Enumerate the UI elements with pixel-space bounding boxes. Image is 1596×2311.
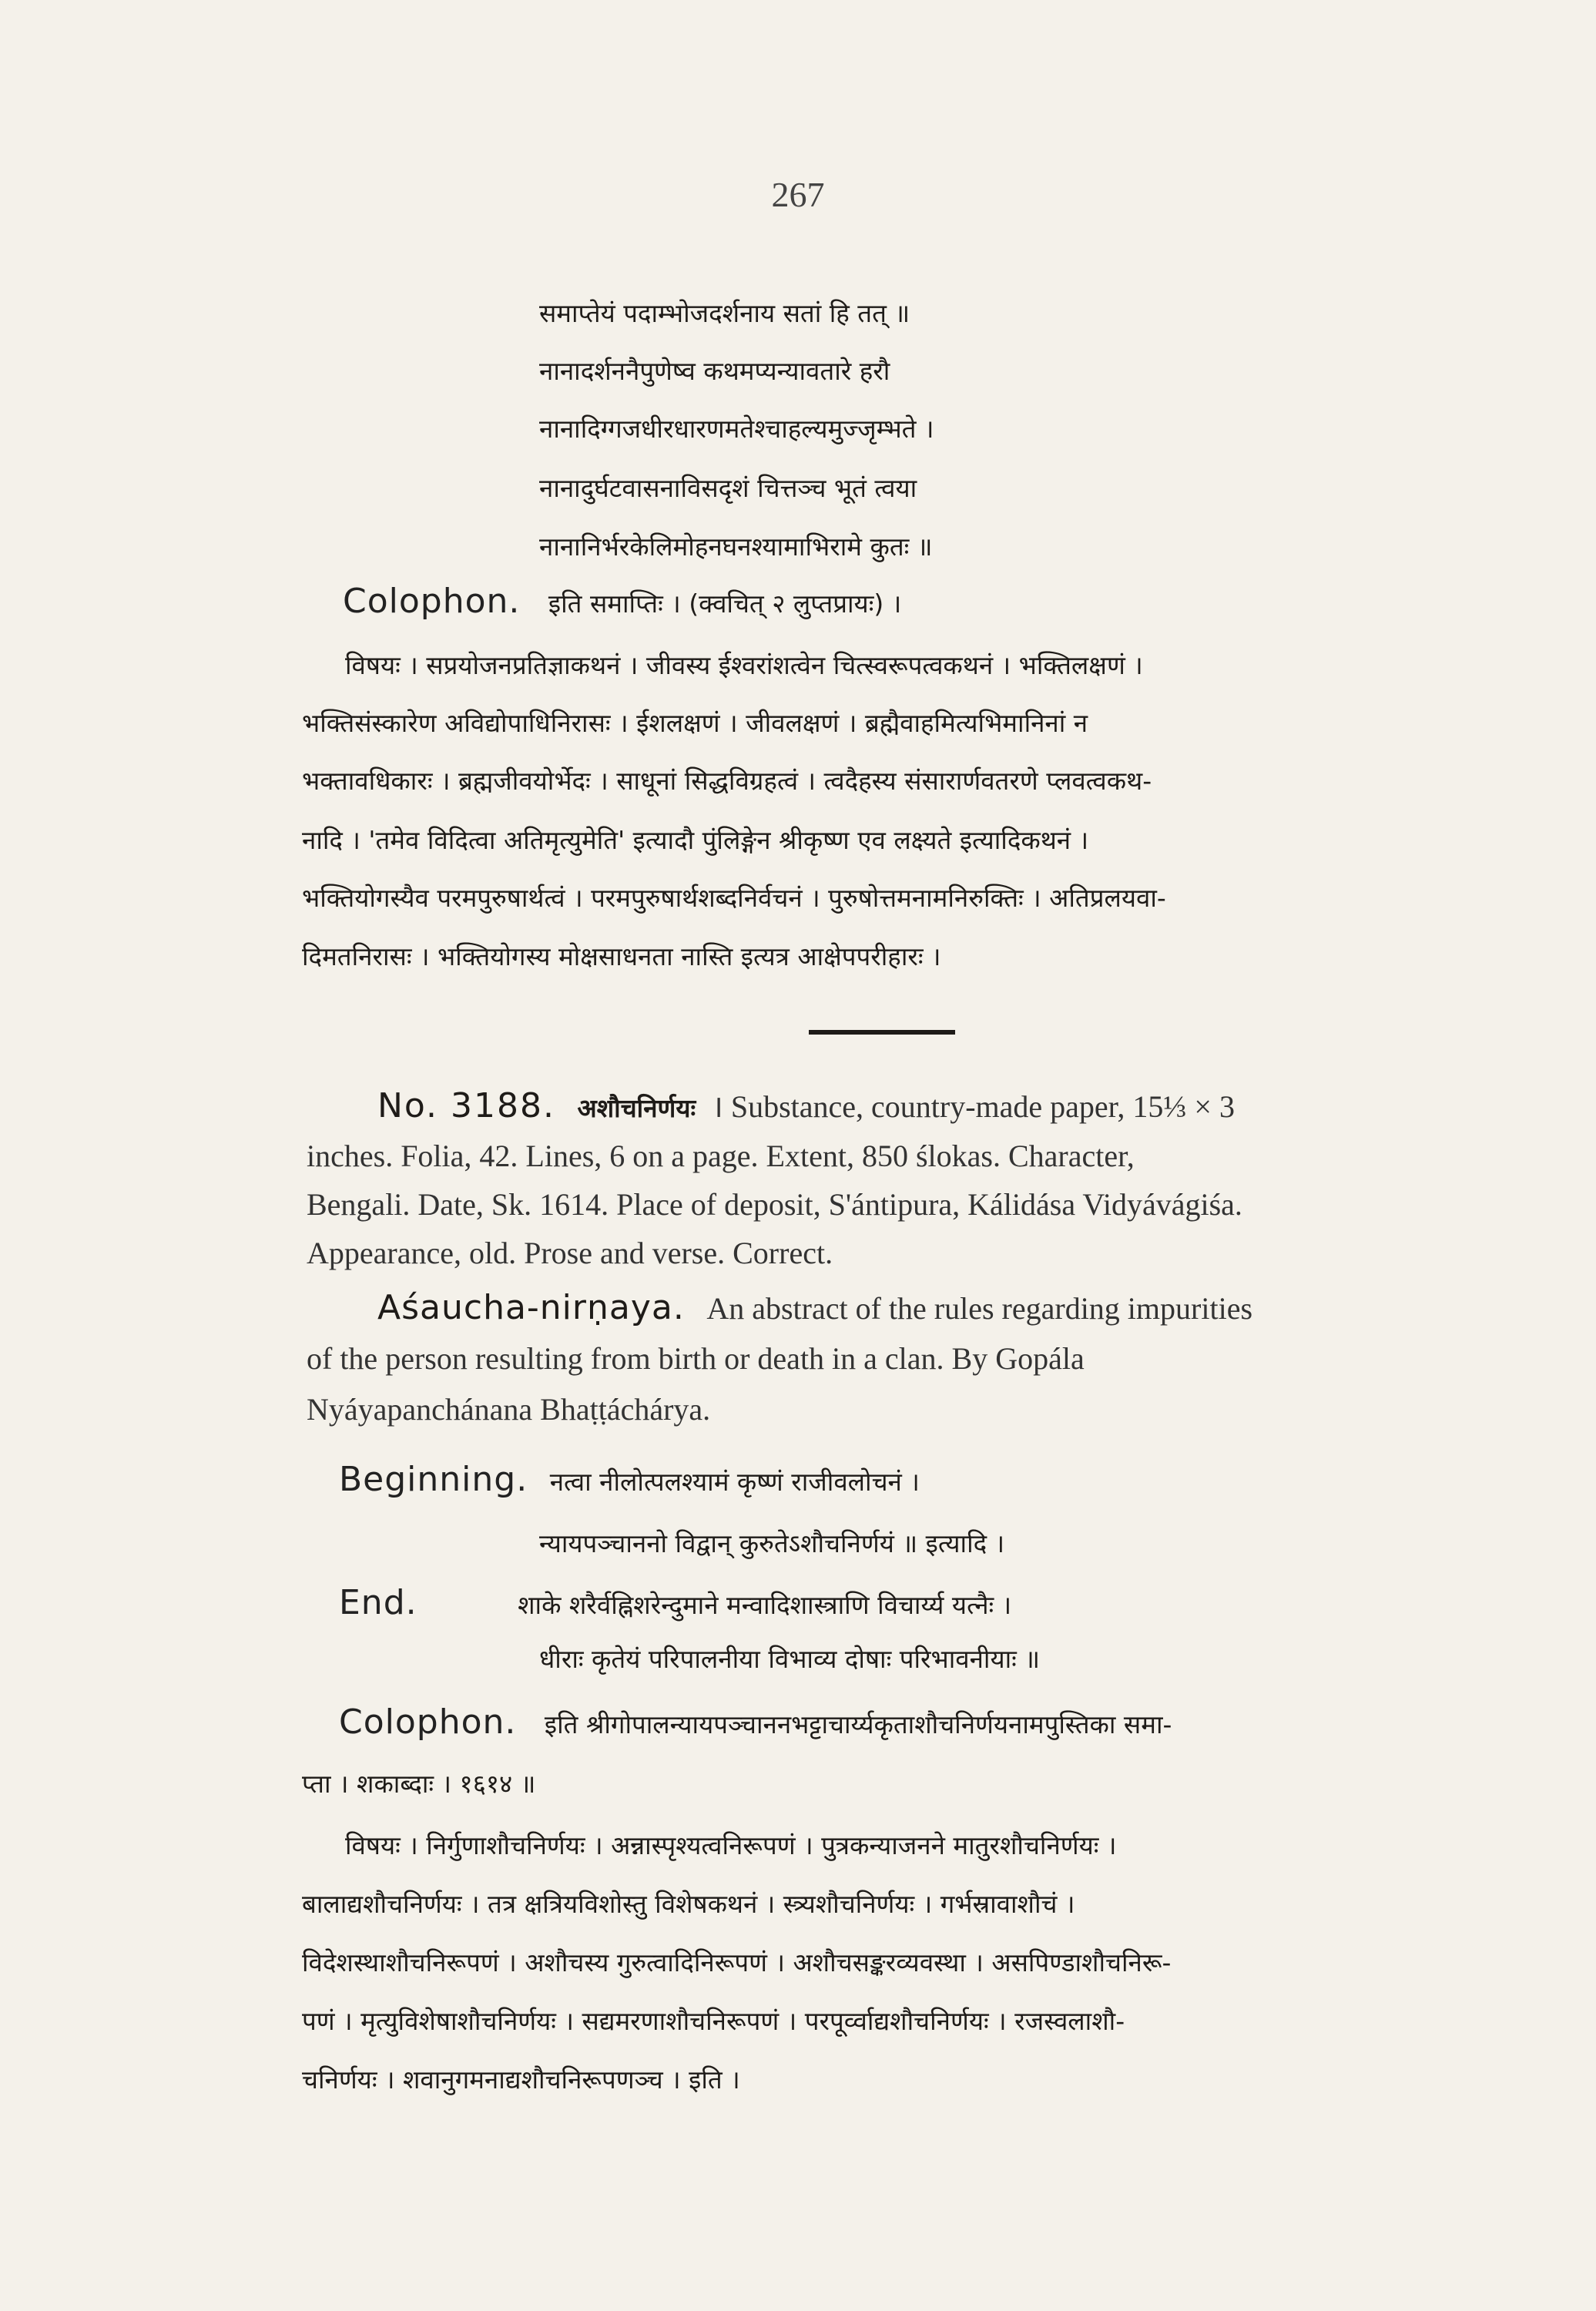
vishaya-line: दिमतनिरासः । भक्तियोगस्य मोक्षसाधनता नास्ति इत्यत्र आक्षेपपरीहारः । [302, 941, 941, 971]
vishaya-line: भक्तावधिकारः । ब्रह्मजीवयोर्भेदः । साधूनां सिद्धविग्रहत्वं । त्वदैहस्य संसारार्णवतरणे प्लवत्वकथ- [302, 766, 1152, 796]
abstract-row [377, 1288, 1252, 1327]
beginning-row [339, 1460, 920, 1499]
colophon-text: प्ता । शकाब्दाः । १६१४ ॥ [302, 1769, 536, 1799]
section-divider [809, 1030, 955, 1035]
verse-line: समाप्तेयं पदाम्भोजदर्शनाय सतां हि तत् ॥ [539, 298, 910, 328]
vishaya-line: भक्तियोगस्यैव परमपुरुषार्थत्वं । परमपुरुषार्थशब्दनिर्वचनं । पुरुषोत्तमनामनिरुक्तिः । अतिप्रलयवा- [302, 883, 1166, 913]
colophon-label: Colophon. [343, 582, 521, 621]
vishaya-line: विषयः । निर्गुणाशौचनिर्णयः । अन्नास्पृश्यत्वनिरूपणं । पुत्रकन्याजनने मातुरशौचनिर्णयः । [345, 1830, 1117, 1860]
verse-line: नानानिर्भरकेलिमोहनघनश्यामाभिरामे कुतः ॥ [539, 532, 933, 562]
beginning-label: Beginning. [339, 1460, 528, 1499]
verse-line: नानादर्शननैपुणेष्व कथमप्यन्यावतारे हरौ [539, 356, 890, 386]
colophon-label: Colophon. [339, 1702, 517, 1742]
entry-number: No. 3188. [377, 1086, 555, 1125]
verse-line: नानादिग्गजधीरधारणमतेश्चाहल्यमुज्जृम्भते । [539, 414, 934, 444]
entry-title-sanskrit: अशौचनिर्णयः [577, 1093, 696, 1123]
page-number: 267 [771, 175, 825, 214]
vishaya-line: बालाद्यशौचनिर्णयः । तत्र क्षत्रियविशोस्तु विशेषकथनं । स्त्र्यशौचनिर्णयः । गर्भस्रावाशौचं । [302, 1889, 1075, 1919]
colophon-heading-row [343, 582, 901, 621]
vishaya-line: विदेशस्थाशौचनिरूपणं । अशौचस्य गुरुत्वादिनिरूपणं । अशौचसङ्करव्यवस्था । असपिण्डाशौचनिरू- [302, 1947, 1172, 1977]
vishaya-line: भक्तिसंस्कारेण अविद्योपाधिनिरासः । ईशलक्षणं । जीवलक्षणं । ब्रह्मैवाहमित्यभिमानिनां न [302, 708, 1088, 738]
vishaya-line: नादि । 'तमेव विदित्वा अतिमृत्युमेति' इत्यादौ पुंलिङ्गेन श्रीकृष्ण एव लक्ष्यते इत्यादिकथनं । [302, 825, 1089, 855]
beginning-text: नत्वा नीलोत्पलश्यामं कृष्णं राजीवलोचनं । [549, 1467, 920, 1497]
end-text: शाके शरैर्वह्निशरेन्दुमाने मन्वादिशास्त्राणि विचार्य्य यत्नैः । [518, 1590, 1012, 1620]
entry-title-transliterated: Aśaucha-nirṇaya. [377, 1288, 685, 1327]
entry-description: । Substance, country-made paper, 15⅓ × 3 [711, 1089, 1235, 1124]
abstract-text: of the person resulting from birth or death in a clan. By Gopála [307, 1341, 1085, 1376]
entry-heading-row [377, 1084, 1235, 1126]
abstract-text: Nyáyapanchánana Bhaṭṭáchárya. [307, 1392, 711, 1427]
abstract-text: An abstract of the rules regarding impurities [706, 1291, 1253, 1326]
end-row [339, 1583, 1011, 1622]
colophon-text: इति समाप्तिः । (क्वचित् २ लुप्तप्रायः) । [548, 589, 902, 619]
vishaya-line: विषयः । सप्रयोजनप्रतिज्ञाकथनं । जीवस्य ईश्वरांशत्वेन चित्स्वरूपत्वकथनं । भक्तिलक्षणं । [345, 650, 1143, 680]
vishaya-line: पणं । मृत्युविशेषाशौचनिर्णयः । सद्यमरणाशौचनिरूपणं । परपूर्व्वाद्यशौचनिर्णयः । रजस्वलाशौ- [302, 2006, 1125, 2036]
end-text: धीराः कृतेयं परिपालनीया विभाव्य दोषाः परिभावनीयाः ॥ [539, 1644, 1041, 1674]
colophon-text: इति श्रीगोपालन्यायपञ्चाननभट्टाचार्य्यकृताशौचनिर्णयनामपुस्तिका समा- [544, 1709, 1172, 1739]
vishaya-line: चनिर्णयः । शवानुगमनाद्यशौचनिरूपणञ्च । इति । [302, 2064, 740, 2095]
beginning-text: न्यायपञ्चाननो विद्वान् कुरुतेऽशौचनिर्णयं ॥ इत्यादि । [539, 1528, 1005, 1558]
end-label: End. [339, 1583, 417, 1622]
entry-description: Bengali. Date, Sk. 1614. Place of deposit, S'ántipura, Kálidása Vidyávágiśa. [307, 1187, 1242, 1222]
entry-description: Appearance, old. Prose and verse. Correct. [307, 1236, 833, 1270]
verse-line: नानादुर्घटवासनाविसदृशं चित्तञ्च भूतं त्वया [539, 473, 917, 503]
entry-description: inches. Folia, 42. Lines, 6 on a page. Extent, 850 ślokas. Character, [307, 1139, 1135, 1173]
colophon-row [339, 1702, 1172, 1742]
